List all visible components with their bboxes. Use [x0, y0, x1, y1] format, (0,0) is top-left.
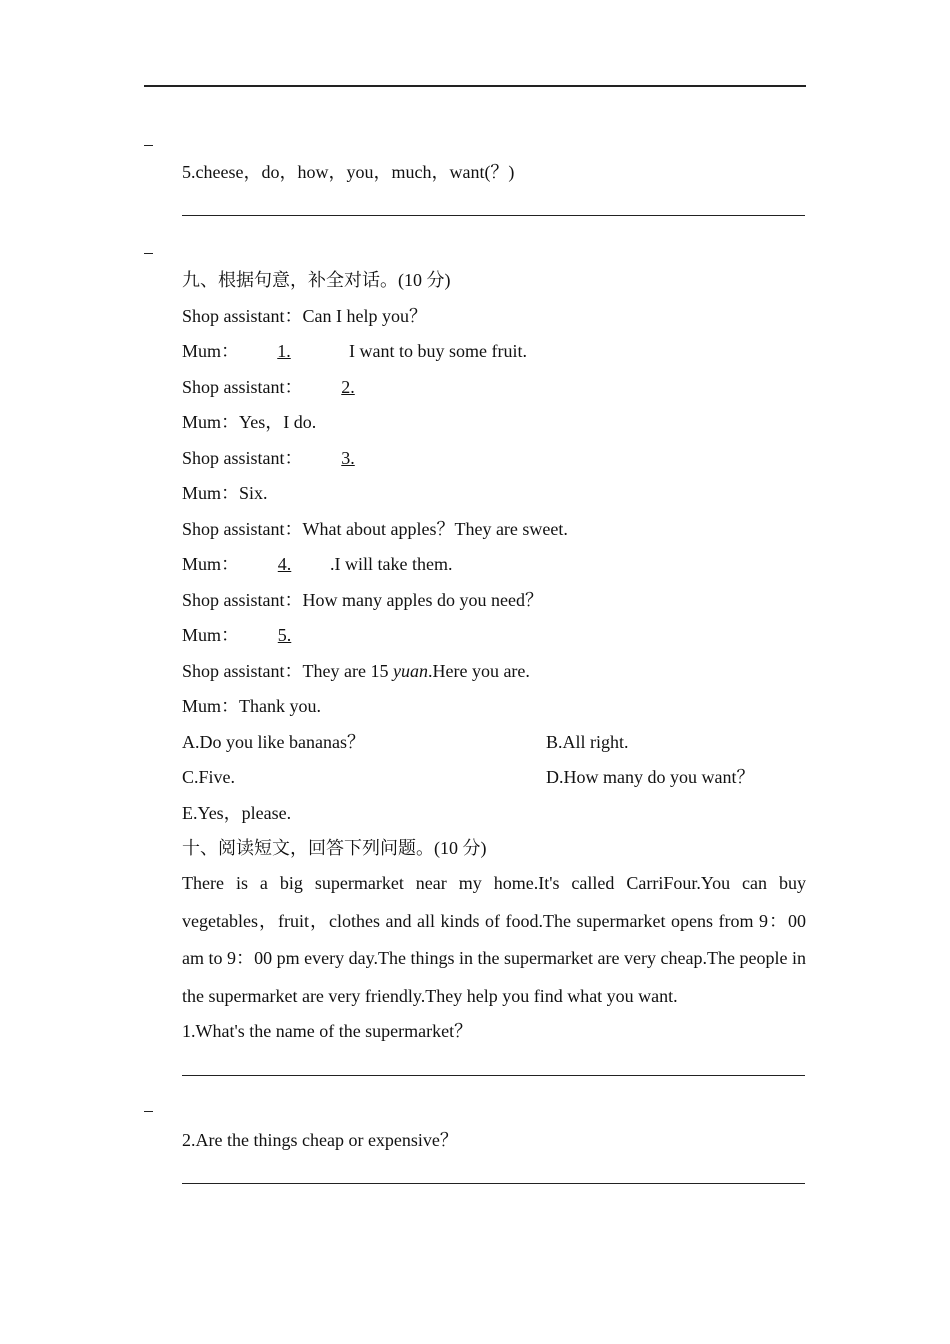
answer-line-q1 [182, 1075, 805, 1076]
option-c: C.Five. [182, 767, 236, 787]
speaker: Shop assistant： [182, 377, 303, 397]
reading-passage: There is a big supermarket near my home.It's called CarriFour.You can buy vegetables，fruit，clothes and all kinds of food.The supermarket opens from 9：00 am to 9：00 pm every day.The things in the supermarket are very cheap.The people in the supermarket are very friendly.They help you find what you want. [182, 873, 806, 1006]
speaker: Mum： [182, 341, 240, 361]
answer-line-q8-4 [144, 85, 806, 87]
dialog-line-5 [182, 447, 394, 469]
answer-line-tail [144, 1111, 153, 1112]
dialog-line-11: Shop assistant：They are 15 yuan.Here you are. [182, 661, 530, 681]
option-d: D.How many do you want？ [546, 767, 755, 787]
section-9-title: 九、根据句意，补全对话。(10 分) [182, 270, 451, 290]
question-1: 1.What's the name of the supermarket？ [182, 1021, 473, 1041]
dialog-line-4: Mum：Yes，I do. [182, 412, 317, 432]
speaker: Mum： [182, 554, 240, 574]
q8-item-5: 5.cheese，do，how，you，much，want(？) [182, 162, 515, 182]
dialog-line-9: Shop assistant：How many apples do you need？ [182, 590, 543, 610]
answer-line-q2 [182, 1183, 805, 1184]
dialog-line-1: Shop assistant：Can I help you？ [182, 306, 427, 326]
speaker: Mum： [182, 625, 240, 645]
section-10-title: 十、阅读短文，回答下列问题。(10 分) [182, 838, 487, 858]
blank-3[interactable]: 3. [341, 448, 355, 468]
question-2: 2.Are the things cheap or expensive？ [182, 1130, 458, 1150]
answer-line-tail [144, 253, 153, 254]
dialog-line-3 [182, 376, 394, 398]
option-b: B.All right. [546, 732, 629, 752]
dialog-line-6: Mum：Six. [182, 483, 268, 503]
dialog-line-2: Mum： 1. I want to buy some fruit. [182, 341, 527, 361]
blank-5[interactable]: 5. [277, 625, 292, 645]
option-e: E.Yes，please. [182, 803, 292, 823]
blank-1[interactable]: 1. [277, 341, 291, 361]
dialog-line-7: Shop assistant：What about apples？They are sweet. [182, 519, 568, 539]
answer-line-tail [144, 145, 153, 146]
blank-4[interactable]: 4. [277, 554, 292, 574]
dialog-line-8: Mum： 4. .I will take them. [182, 554, 453, 574]
speaker: Shop assistant： [182, 448, 303, 468]
option-a: A.Do you like bananas？ [182, 732, 365, 752]
dialog-line-10 [182, 624, 330, 646]
answer-line-q8-5 [182, 215, 805, 216]
dialog-line-12: Mum：Thank you. [182, 696, 321, 716]
blank-2[interactable]: 2. [341, 377, 355, 397]
